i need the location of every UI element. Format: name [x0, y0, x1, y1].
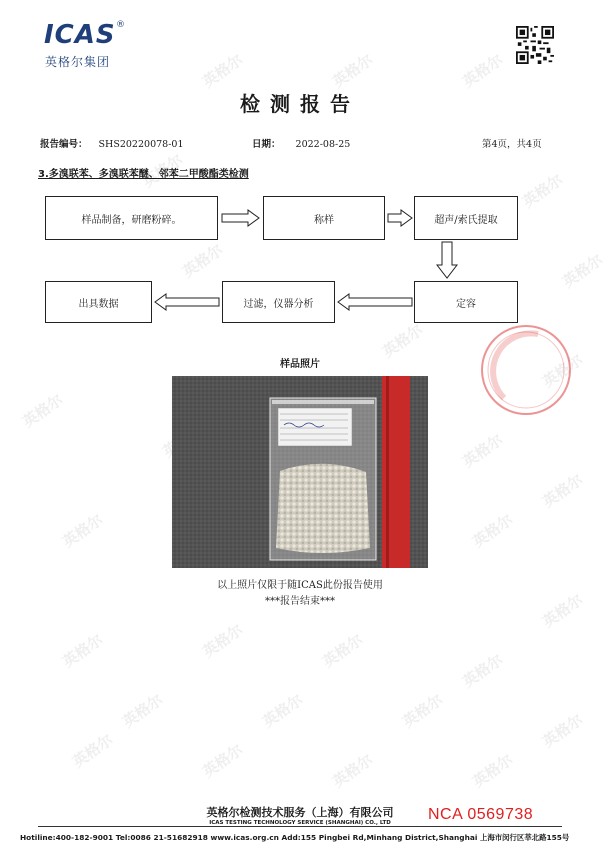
footer-contact: Hotiline:400-182-9001 Tel:0086 21-51682918 www.icas.org.cn Add:155 Pingbei Rd,Minhang District,Shanghai 上海市闵行区莘北路155号	[20, 833, 570, 842]
watermark-text: 英格尔	[179, 240, 227, 282]
flow-step-analysis: 过滤，仪器分析	[222, 281, 335, 323]
arrow-right-icon	[387, 208, 413, 228]
serial-number: NCA 0569738	[428, 806, 534, 823]
watermark-text: 英格尔	[119, 690, 167, 732]
flow-step-extraction: 超声/索氏提取	[414, 196, 518, 240]
footer-company-cn: 英格尔检测技术服务（上海）有限公司	[206, 806, 394, 819]
watermark-text: 英格尔	[69, 730, 117, 772]
logo-text: ICAS	[44, 20, 116, 50]
report-title: 检测报告	[240, 92, 360, 116]
report-number-value: SHS20220078-01	[98, 139, 184, 150]
watermark-text: 英格尔	[459, 430, 507, 472]
watermark-text: 英格尔	[199, 50, 247, 92]
arrow-right-icon	[221, 208, 261, 228]
watermark-text: 英格尔	[539, 470, 587, 512]
watermark-text: 英格尔	[329, 750, 377, 792]
watermark-text: 英格尔	[379, 320, 427, 362]
photo-label: 样品照片	[280, 359, 320, 370]
watermark-text: 英格尔	[329, 50, 377, 92]
watermark-text: 英格尔	[469, 750, 517, 792]
watermark-text: 英格尔	[539, 710, 587, 752]
report-date-label: 日期：	[252, 139, 281, 150]
watermark-text: 英格尔	[539, 350, 587, 392]
report-date-value: 2022-08-25	[295, 139, 351, 150]
flow-step-report-data: 出具数据	[45, 281, 152, 323]
flow-step-weighing: 称样	[263, 196, 385, 240]
report-date	[252, 136, 350, 150]
watermark-text: 英格尔	[519, 170, 567, 212]
flow-step-sample-prep: 样品制备，研磨粉碎。	[45, 196, 218, 240]
footer-company-en: ICAS TESTING TECHNOLOGY SERVICE (SHANGHAI) CO., LTD	[209, 820, 391, 826]
sample-photo	[172, 376, 428, 568]
watermark-text: 英格尔	[139, 150, 187, 192]
arrow-left-icon	[337, 292, 413, 312]
watermark-text: 英格尔	[259, 690, 307, 732]
footer-divider	[38, 826, 562, 827]
flow-step-volume: 定容	[414, 281, 518, 323]
report-number	[40, 136, 184, 150]
arrow-down-icon	[436, 241, 458, 279]
watermark-text: 英格尔	[59, 630, 107, 672]
arrow-left-icon	[154, 292, 220, 312]
qr-code-icon	[516, 26, 554, 64]
company-seal-icon	[476, 320, 576, 420]
end-note: ***报告结束***	[265, 596, 335, 607]
logo-subtitle: 英格尔集团	[45, 55, 111, 69]
watermark-text: 英格尔	[199, 620, 247, 662]
photo-note: 以上照片仅限于随ICAS此份报告使用	[217, 580, 383, 591]
report-number-label: 报告编号：	[40, 139, 88, 150]
watermark-text: 英格尔	[459, 650, 507, 692]
watermark-text: 英格尔	[319, 630, 367, 672]
watermark-text: 英格尔	[459, 50, 507, 92]
watermark-text: 英格尔	[399, 690, 447, 732]
watermark-text: 英格尔	[469, 510, 517, 552]
watermark-text: 英格尔	[539, 590, 587, 632]
page-indicator: 第4页，共4页	[482, 139, 542, 150]
section-title: 3.多溴联苯、多溴联苯醚、邻苯二甲酸酯类检测	[38, 169, 249, 180]
logo-registered-mark: ®	[116, 20, 125, 30]
watermark-text: 英格尔	[559, 250, 607, 292]
watermark-text: 英格尔	[59, 510, 107, 552]
watermark-text: 英格尔	[199, 740, 247, 782]
watermark-text: 英格尔	[19, 390, 67, 432]
